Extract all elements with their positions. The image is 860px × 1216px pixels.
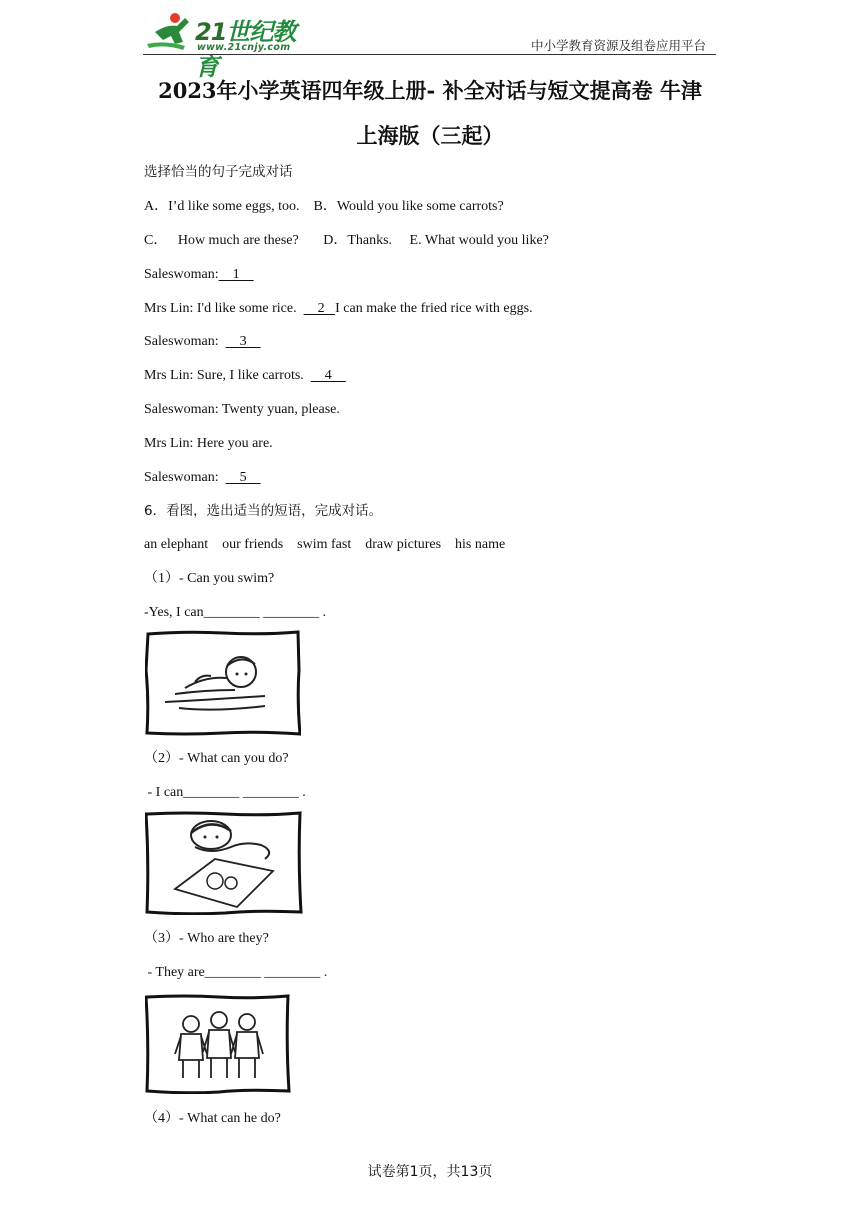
three-boys-icon — [145, 994, 291, 1094]
options-line1: A．I’d like some eggs, too. B．Would you like some carrots? — [144, 199, 504, 214]
page-title-line2: 上海版（三起） — [356, 123, 504, 148]
answer-1: -Yes, I can________ ________ . — [144, 605, 327, 620]
swimming-boy-icon — [145, 630, 301, 736]
blank-2[interactable]: 2 — [303, 301, 336, 316]
platform-name: 中小学教育资源及组卷应用平台 — [530, 39, 706, 53]
dialogue-line-4: Mrs Lin: Sure, I like carrots. 4 — [144, 368, 346, 383]
header-divider — [143, 54, 716, 55]
question-3: （3）- Who are they? — [144, 931, 269, 946]
answer-2: - I can________ ________ . — [144, 785, 306, 800]
answer-3: - They are________ ________ . — [144, 965, 328, 980]
dialogue-line-5: Saleswoman: Twenty yuan, please. — [144, 402, 340, 417]
friends-picture — [145, 994, 291, 1094]
logo — [143, 8, 313, 81]
question-1: （1）- Can you swim? — [144, 571, 275, 586]
page-title-line1: 2023年小学英语四年级上册- 补全对话与短文提高卷 牛津 — [158, 78, 702, 103]
runner-logo-icon — [145, 10, 195, 52]
dialogue-line-2: Mrs Lin: I'd like some rice. 2 I can make the fried rice with eggs. — [144, 301, 533, 316]
logo-wordmark: 21世纪教育 — [195, 18, 296, 81]
dialogue-line-7: Saleswoman: 5 — [144, 470, 261, 485]
dialogue-line-1: Saleswoman: 1 — [144, 267, 254, 282]
drawing-boy-icon — [145, 811, 303, 915]
question-2: （2）- What can you do? — [144, 751, 289, 766]
blank-1[interactable]: 1 — [218, 267, 254, 282]
dialogue-line-3: Saleswoman: 3 — [144, 334, 261, 349]
blank-4[interactable]: 4 — [310, 368, 346, 383]
logo-url: www.21cnjy.com — [197, 42, 291, 53]
blank-3[interactable]: 3 — [225, 334, 261, 349]
blank-5[interactable]: 5 — [225, 470, 261, 485]
section1-instruction: 选择恰当的句子完成对话 — [144, 164, 293, 180]
phrase-bank: an elephant our friends swim fast draw pictures his name — [144, 537, 506, 552]
drawing-picture — [145, 811, 303, 915]
swimming-picture — [145, 630, 301, 736]
page-header — [143, 8, 716, 81]
question-4: （4）- What can he do? — [144, 1111, 281, 1126]
options-line2: C． How much are these? D．Thanks. E. What would you like? — [144, 233, 549, 248]
dialogue-line-6: Mrs Lin: Here you are. — [144, 436, 273, 451]
section2-instruction: 6．看图，选出适当的短语，完成对话。 — [144, 503, 383, 519]
page-footer: 试卷第1页，共13页 — [367, 1164, 493, 1180]
